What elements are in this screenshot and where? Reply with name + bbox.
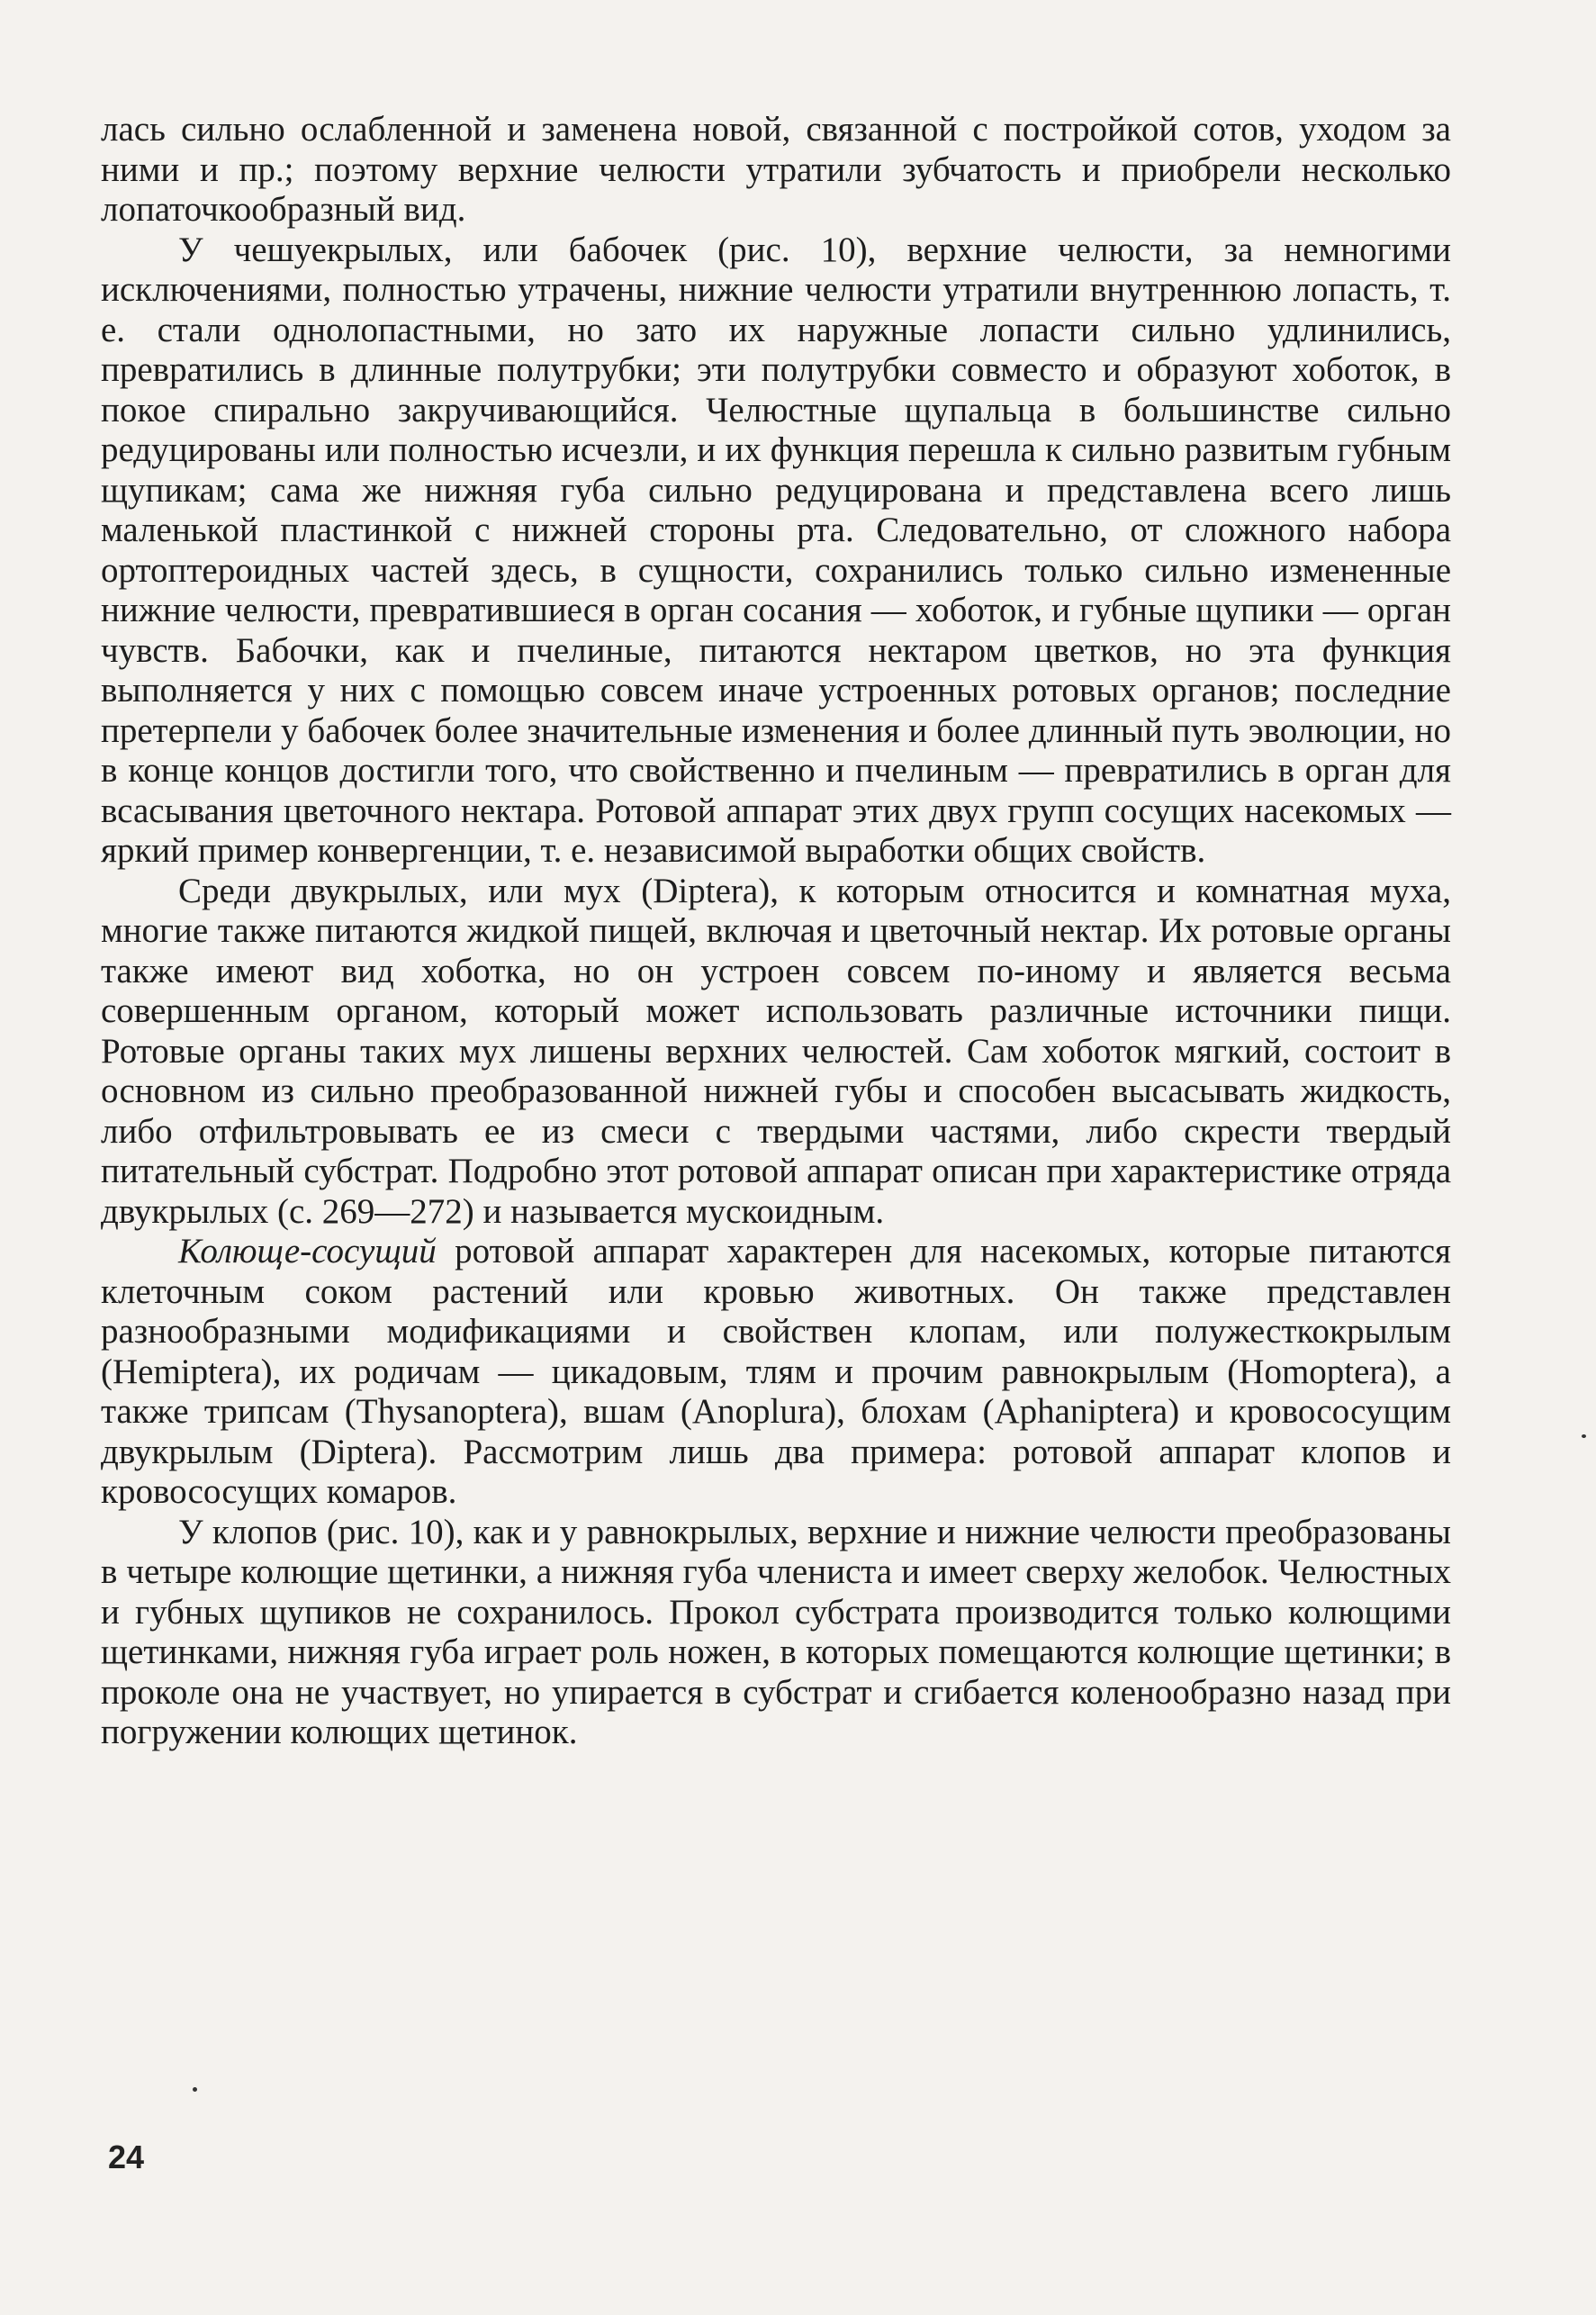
paragraph-lepidoptera: У чешуекрылых, или бабочек (рис. 10), верхние челюсти, за немногими исключениями, полностью утрачены, нижние челюсти утратили внутреннюю лопасть, т. е. стали однолопастными, но зато их наружные лопасти сильно удлинились, превратились в длинные полутрубки; эти полутрубки совместо и образуют хоботок, в покое спирально закручивающийся. Челюстные щупальца в большинстве сильно редуцированы или полностью исчезли, и их функция перешла к сильно развитым губным щупикам; сама же нижняя губа сильно редуцирована и представлена всего лишь маленькой пластинкой с нижней стороны рта. Следовательно, от сложного набора ортоптероидных частей здесь, в сущности, сохранились только сильно измененные нижние челюсти, превратившиеся в орган сосания — хоботок, и губные щупики — орган чувств. Бабочки, как и пчелиные, питаются нектаром цветков, но эта функция выполняется у них с помощью совсем иначе устроенных ротовых органов; последние претерпели у бабочек более значительные изменения и более длинный путь эволюции, но в конце концов достигли того, что свойственно и пчелиным — превратились в орган для всасывания цветочного нектара. Ротовой аппарат этих двух групп сосущих насекомых — яркий пример конвергенции, т. е. независимой выработки общих свойств.	[101, 230, 1451, 870]
paragraph-bugs: У клопов (рис. 10), как и у равнокрылых, верхние и нижние челюсти преобразованы в четыре колющие щетинки, а нижняя губа члениста и имеет сверху желобок. Челюстных и губных щупиков не сохранилось. Прокол субстрата производится только колющими щетинками, нижняя губа играет роль ножен, в которых помещаются колющие щетинки; в проколе она не участвует, но упирается в субстрат и сгибается коленообразно назад при погружении колющих щетинок.	[101, 1512, 1451, 1751]
page-number: 24	[108, 2139, 145, 2175]
print-speck	[193, 2087, 197, 2092]
paragraph-piercing-sucking-text: ротовой аппарат характерен для насекомых, которые питаются клеточным соком растений или кровью животных. Он также представлен разнообразными модификациями и свойствен клопам, или полужесткокрылым (Hemiptera), их родичам — цикадовым, тлям и прочим равнокрылым (Homoptera), а также трипсам (Thysanoptera), вшам (Anoplura), блохам (Aphaniptera) и кровососущим двукрылым (Diptera). Рассмотрим лишь два примера: ротовой аппарат клопов и кровососущих комаров.	[101, 1232, 1451, 1511]
paragraph-continued: лась сильно ослабленной и заменена новой, связанной с постройкой сотов, уходом за ними и пр.; поэтому верхние челюсти утратили зубчатость и приобрели несколько лопаточкообразный вид.	[101, 110, 1451, 229]
paragraph-piercing-sucking	[101, 1232, 1451, 1513]
italic-term: Колюще-сосущий	[178, 1232, 437, 1271]
print-speck	[1582, 1434, 1586, 1438]
body-text	[101, 110, 1451, 1753]
paragraph-diptera: Среди двукрылых, или мух (Diptera), к которым относится и комнатная муха, многие также питаются жидкой пищей, включая и цветочный нектар. Их ротовые органы также имеют вид хоботка, но он устроен совсем по-иному и является весьма совершенным органом, который может использовать различные источники пищи. Ротовые органы таких мух лишены верхних челюстей. Сам хоботок мягкий, состоит в основном из сильно преобразованной нижней губы и способен высасывать жидкость, либо отфильтровывать ее из смеси с твердыми частями, либо скрести твердый питательный субстрат. Подробно этот ротовой аппарат описан при характеристике отряда двукрылых (с. 269—272) и называется мускоидным.	[101, 871, 1451, 1231]
